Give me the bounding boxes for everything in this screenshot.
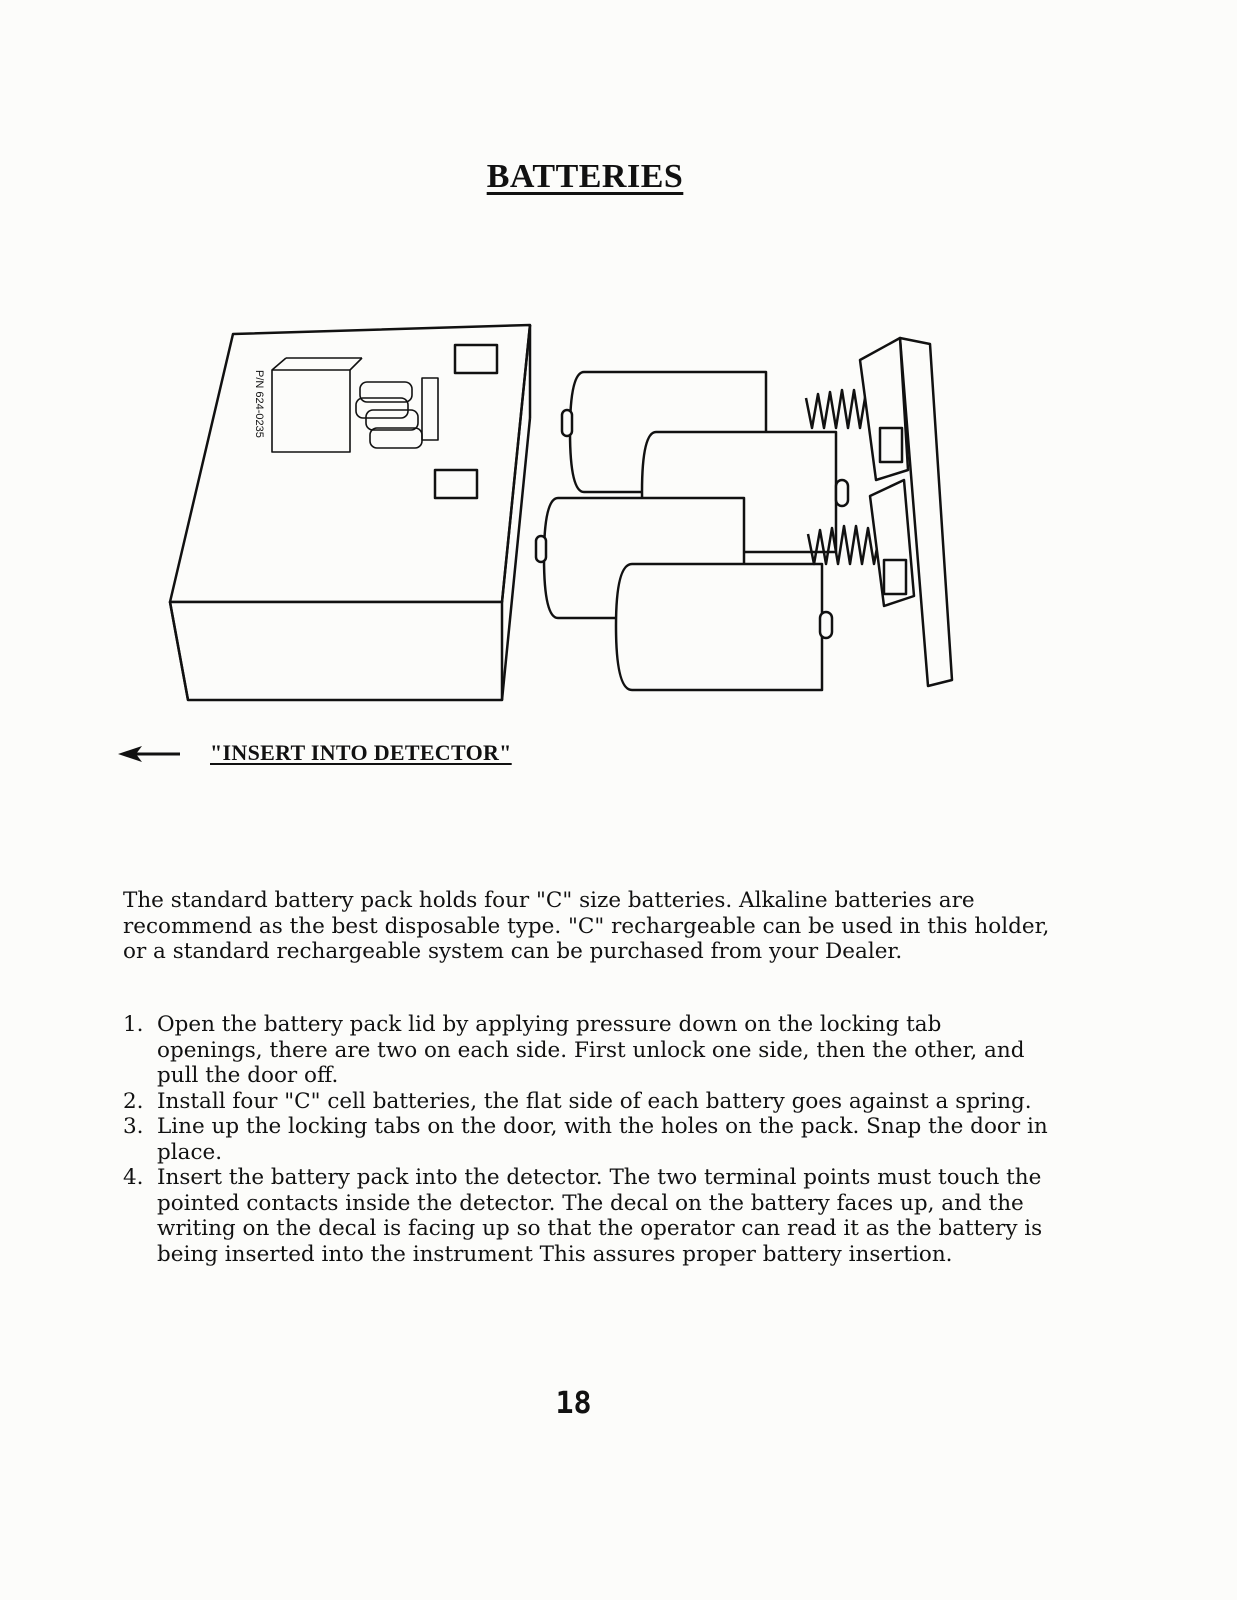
- list-item: [123, 1165, 1053, 1267]
- list-item: [123, 1012, 1053, 1089]
- battery-door: [860, 338, 952, 686]
- step-number: 3.: [123, 1114, 144, 1139]
- step-number: 2.: [123, 1088, 144, 1114]
- part-number-label: P/N 624-0235: [253, 370, 265, 438]
- intro-paragraph: The standard battery pack holds four "C" size batteries. Alkaline batteries are recommend as the best disposable type. "C" rechargeable can be used in this holder, or a standard rechargeable system can be purchased from your Dealer.: [123, 888, 1050, 964]
- step-text: Line up the locking tabs on the door, with the holes on the pack. Snap the door in place.: [157, 1114, 1048, 1165]
- step-number: 4.: [123, 1165, 144, 1190]
- instruction-steps: [123, 1012, 1053, 1267]
- list-item: [123, 1089, 1053, 1115]
- c-cell-battery: [616, 564, 832, 690]
- insert-direction: [118, 740, 618, 770]
- insert-into-detector-label: "INSERT INTO DETECTOR": [210, 740, 512, 765]
- battery-pack-illustration: [160, 320, 980, 720]
- page-title: BATTERIES: [486, 158, 684, 195]
- step-text: Open the battery pack lid by applying pressure down on the locking tab openings, there are two on each side. First unlock one side, then the other, and pull the door off.: [157, 1012, 1025, 1088]
- list-item: [123, 1114, 1053, 1165]
- page-number: 18: [555, 1386, 592, 1421]
- step-text: Insert the battery pack into the detector. The two terminal points must touch the pointed contacts inside the detector. The decal on the battery faces up, and the writing on the decal is facing up so that the operator can read it as the battery is being inserted into the instrument This assures proper battery insertion.: [157, 1165, 1043, 1267]
- step-number: 1.: [123, 1012, 144, 1037]
- arrow-left-icon: [118, 744, 182, 764]
- step-text: Install four "C" cell batteries, the flat side of each battery goes against a spring.: [157, 1088, 1032, 1114]
